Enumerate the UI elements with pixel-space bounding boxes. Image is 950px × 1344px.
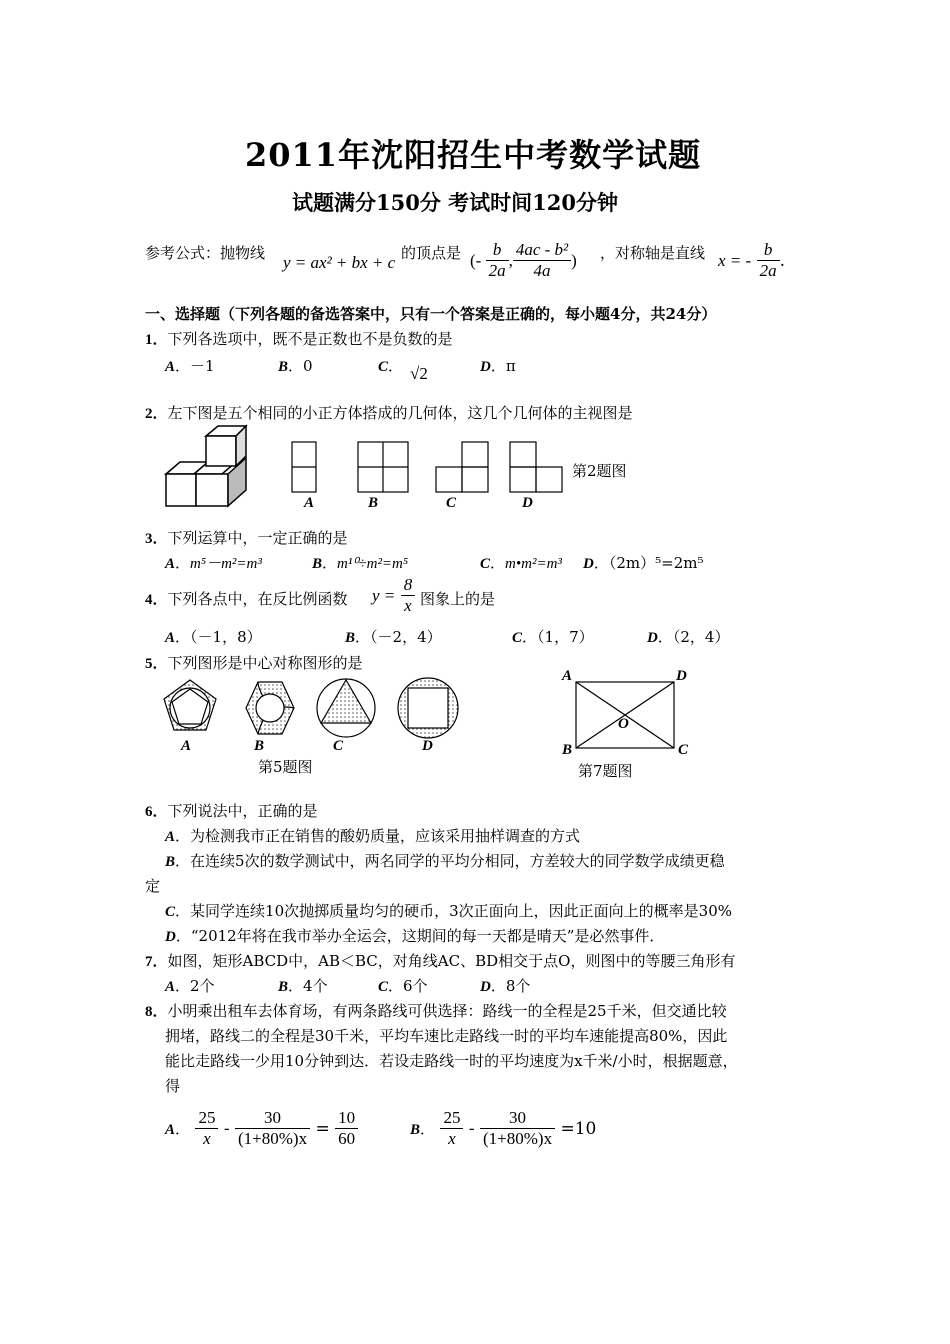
q2-option-a-view (290, 440, 320, 495)
q8-option-a: A． $\frac{25}{x}$ - $\frac{30}{(1+80\%)x}$ = $\frac{10}{60}$ (165, 1108, 358, 1149)
q4-option-a: A．（－1，8） (165, 628, 262, 646)
q7-option-a: A．2个 (165, 977, 215, 995)
formula-vertex-text: 的顶点是 (401, 244, 462, 262)
q1-option-c: √2 (410, 364, 428, 383)
q6-option-b: B．在连续5次的数学测试中，两名同学的平均分相同，方差较大的同学数学成绩更稳 (165, 852, 725, 870)
q5-figure-c-circle-triangle (317, 679, 375, 737)
question-1: 1．下列各选项中，既不是正数也不是负数的是 (145, 330, 453, 348)
q3-option-c: C．m•m²=m³ (480, 554, 562, 572)
q3-option-b: B．m¹⁰÷m²=m⁵ (312, 554, 409, 572)
q2-option-b-view (356, 440, 412, 495)
fig7-label-b: B (562, 742, 573, 758)
q5-figures (160, 676, 470, 740)
formula-prefix: 参考公式：抛物线 (145, 244, 266, 262)
fig7-label-o: O (618, 716, 629, 732)
q4-function: y = $\frac{8}{x}$ (372, 575, 415, 616)
q6-option-d: D．“2012年将在我市举办全运会，这期间的每一天都是晴天”是必然事件． (165, 927, 665, 945)
axis-eq: x = - (718, 250, 752, 270)
axis-den: 2a (759, 261, 777, 280)
q4-option-b: B．（－2，4） (345, 628, 442, 646)
question-3: 3．下列运算中，一定正确的是 (145, 529, 348, 547)
axis-num: b (757, 240, 780, 261)
vertex-x-num: b (486, 240, 509, 261)
q7-option-b: B．4个 (278, 977, 328, 995)
page-title: 2011年沈阳招生中考数学试题 (245, 136, 702, 174)
fig7-label-a: A (562, 668, 573, 684)
q7-option-c: C．6个 (378, 977, 428, 995)
q4-option-d: D．（2，4） (647, 628, 730, 646)
q6-option-b-cont: 定 (145, 877, 161, 895)
fig7-label-d: D (676, 668, 687, 684)
axis-expression: x = - $\frac{b}{2a}$ . (718, 240, 785, 280)
question-7: 7．如图，矩形ABCD中，AB＜BC，对角线AC、BD相交于点O，则图中的等腰三角形有 (145, 952, 736, 970)
q3-option-d: D．（2m）⁵=2m⁵ (583, 554, 704, 572)
fig7-label-c: C (678, 742, 689, 758)
q2-option-c-view (434, 440, 492, 495)
q5-label-d: D (422, 738, 433, 754)
q1-option-a: A．－1 (165, 357, 215, 375)
q6-option-c: C．某同学连续10次抛掷质量均匀的硬币，3次正面向上，因此正面向上的概率是30% (165, 902, 733, 920)
formula-axis-text: ，对称轴是直线 (600, 244, 706, 262)
q2-label-c: C (446, 495, 457, 511)
q5-label-b: B (254, 738, 265, 754)
q8-option-b: B． $\frac{25}{x}$ - $\frac{30}{(1+80\%)x}$ =10 (410, 1108, 597, 1148)
formula-parabola: y = ax² + bx + c (283, 253, 396, 272)
q5-figure-d-circle-square (398, 678, 458, 738)
question-8-line-3: 能比走路线一少用10分钟到达．若设走路线一时的平均速度为x千米/小时，根据题意， (165, 1052, 738, 1070)
q4-text-post: 图象上的是 (420, 590, 496, 608)
question-6: 6．下列说法中，正确的是 (145, 802, 318, 820)
q2-option-d-view (508, 440, 566, 495)
q5-figure-a-pentagon (164, 680, 216, 730)
q2-label-a: A (304, 495, 315, 511)
page-subtitle: 试题满分150分 考试时间120分钟 (292, 190, 618, 215)
q5-label-a: A (181, 738, 192, 754)
q3-option-a: A．m⁵－m²=m³ (165, 554, 262, 572)
q2-cube-solid-figure (160, 418, 260, 513)
question-2: 2．左下图是五个相同的小正方体搭成的几何体，这几个几何体的主视图是 (145, 404, 633, 422)
q6-option-a: A．为检测我市正在销售的酸奶质量，应该采用抽样调查的方式 (165, 827, 581, 845)
q1-option-c-label: C． (378, 357, 404, 375)
vertex-y-num: 4ac - b² (513, 240, 571, 261)
q2-label-d: D (522, 495, 533, 511)
q5-caption: 第5题图 (258, 758, 313, 776)
vertex-expression: (- $\frac{b}{2a}$ , $\frac{\text{4ac - b²}}{4a}$ ) (470, 240, 577, 280)
question-8-line-2: 拥堵，路线二的全程是30千米，平均车速比走路线一时的平均车速能提高80%，因此 (165, 1027, 728, 1045)
q4-option-c: C．（1，7） (512, 628, 594, 646)
q2-label-b: B (368, 495, 379, 511)
q5-label-c: C (333, 738, 344, 754)
vertex-y-den: 4a (533, 261, 551, 280)
question-5: 5．下列图形是中心对称图形的是 (145, 654, 363, 672)
section-heading: 一、选择题（下列各题的备选答案中，只有一个答案是正确的，每小题4分，共24分） (145, 305, 717, 323)
q7-option-d: D．8个 (480, 977, 531, 995)
question-4: 4．下列各点中，在反比例函数 (145, 590, 348, 608)
q2-caption: 第2题图 (572, 462, 627, 480)
fig7-caption: 第7题图 (578, 762, 633, 780)
q1-option-b: B．0 (278, 357, 313, 375)
fig7-rectangle (570, 676, 680, 754)
vertex-x-den: 2a (488, 261, 506, 280)
q5-figure-b-hexagon (246, 682, 294, 734)
question-8: 8．小明乘出租车去体育场，有两条路线可供选择：路线一的全程是25千米，但交通比较 (145, 1002, 727, 1020)
q1-option-d: D．π (480, 357, 516, 375)
question-8-line-4: 得 (165, 1077, 181, 1095)
